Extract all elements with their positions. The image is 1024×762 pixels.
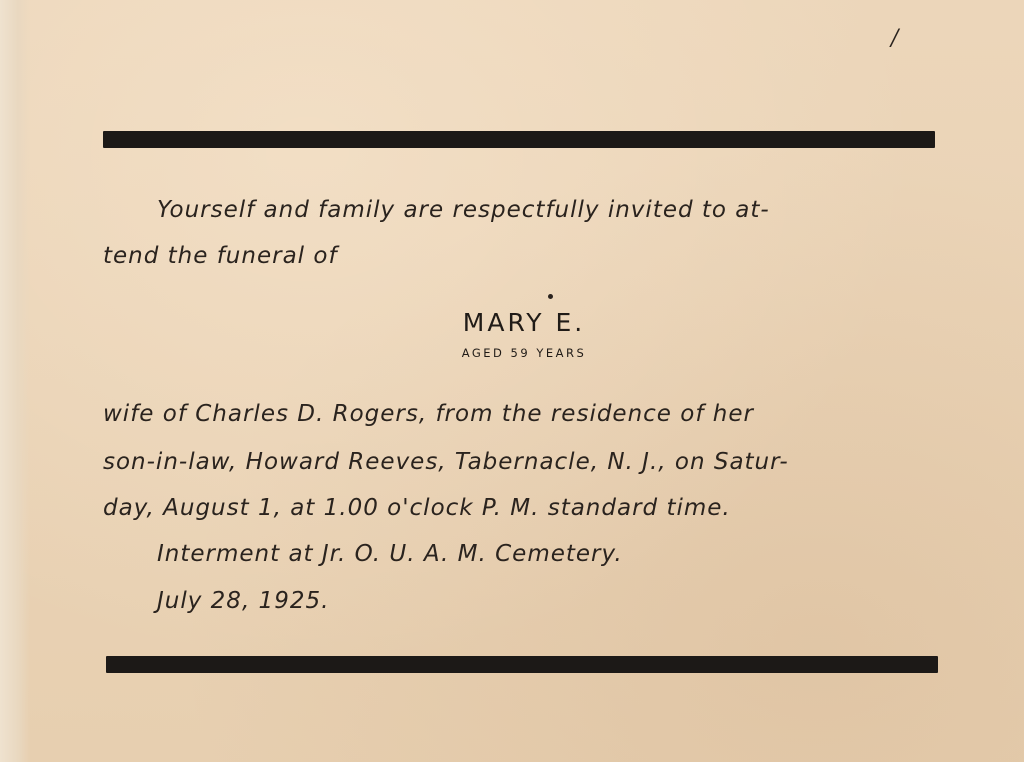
paper-edge [0,0,30,762]
top-rule [103,131,935,148]
deceased-name: MARY E. [462,308,586,337]
interment-line: Interment at Jr. O. U. A. M. Cemetery. [157,541,623,567]
details-line-2: son-in-law, Howard Reeves, Tabernacle, N. J., on Satur- [103,449,789,475]
invitation-line-2: tend the funeral of [103,243,338,269]
age-line: AGED 59 YEARS [461,346,587,360]
corner-mark: / [891,26,899,51]
details-line-3: day, August 1, at 1.00 o'clock P. M. standard time. [103,495,731,521]
notice-date: July 28, 1925. [157,588,330,614]
bottom-rule [106,656,938,673]
invitation-line-1: Yourself and family are respectfully invited to at- [157,197,770,223]
details-line-1: wife of Charles D. Rogers, from the residence of her [103,401,754,427]
ink-dot [548,294,553,299]
